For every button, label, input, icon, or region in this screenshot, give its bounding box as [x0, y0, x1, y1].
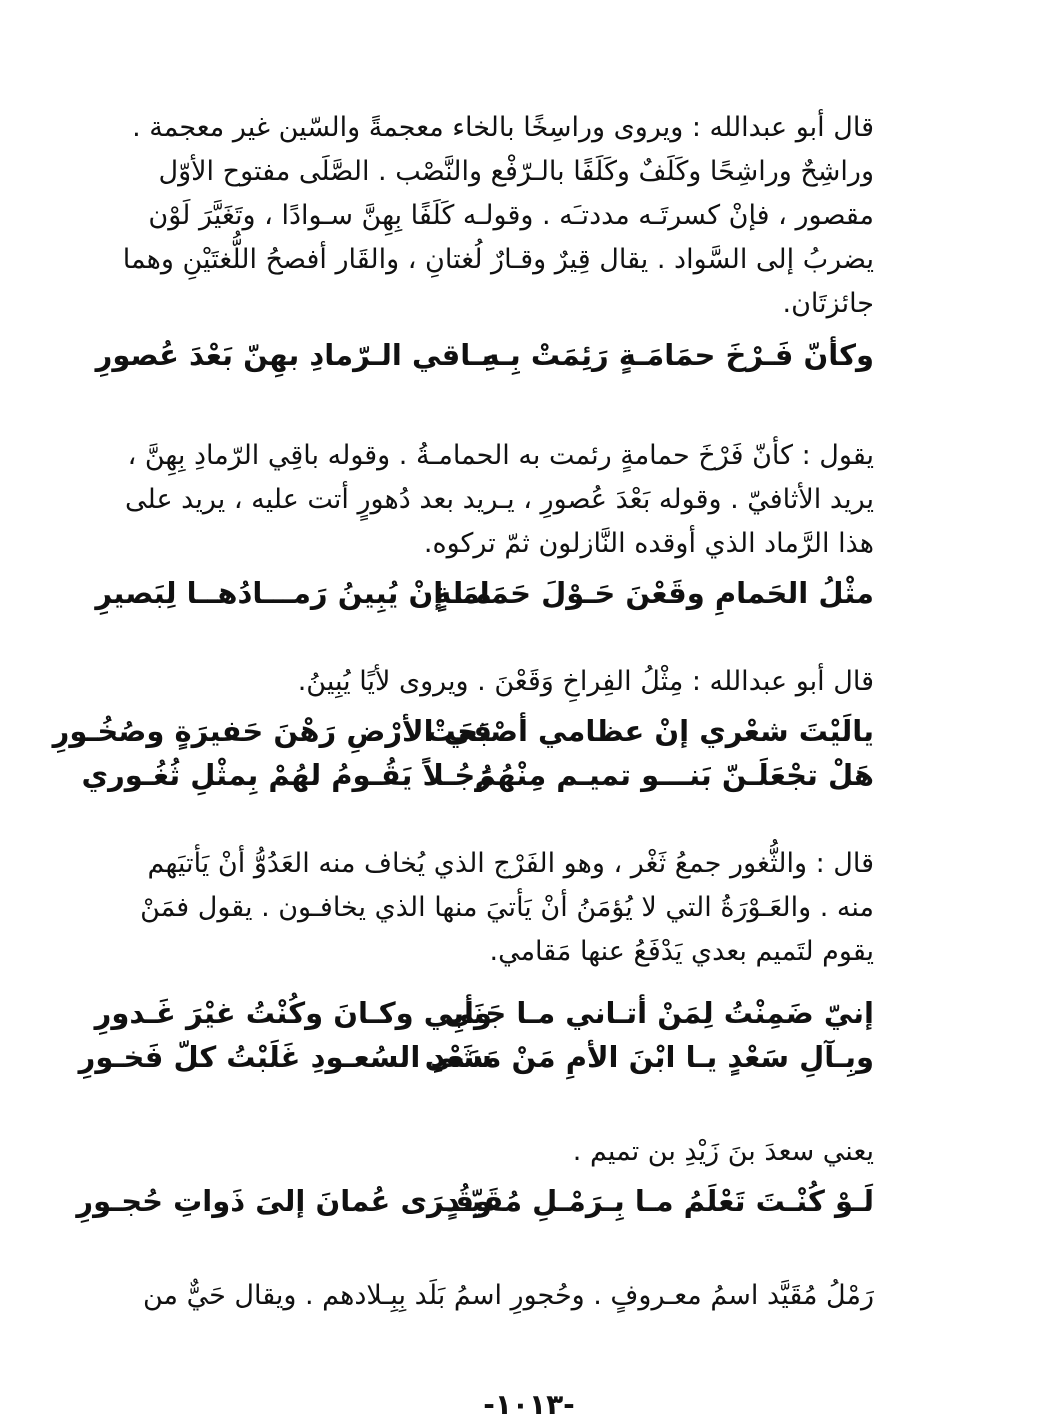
verse-second-hemistich: سَعْدِ السُعـودِ غَلَبْتُ كلّ فَخـورِ: [78, 1040, 492, 1074]
text-line: قال : والثُّغور جمعُ ثَغْر ، وهو الفَرْج الذي يُخاف منه العَدُوُّ أنْ يَأتيَهم: [147, 848, 874, 879]
text-line: يقول : كأنّ فَرْخَ حمامةٍ رئمت به الحمامـةُ . وقوله باقِي الرّمادِ بِهِنَّ ،: [127, 440, 874, 471]
text-line: مقصور ، فإنْ كسرتَـه مددتـَه . وقولـه كَلَفًا بِهِنَّ سـوادًا ، وتَغَيَّرَ لَوْن: [148, 200, 874, 231]
verse-second-hemistich: رَجُـلاً يَقُـومُ لهُمْ بِمثْلِ ثُغُـوري: [81, 758, 492, 792]
verse-first-hemistich: يالَيْتَ شعْري إنْ عظامي أصْبَحَتْ: [426, 714, 874, 748]
poem-verse-6: [78, 1034, 874, 1080]
text-line: يعني سعدَ بنَ زَيْدِ بن تميم .: [572, 1136, 874, 1167]
verse-second-hemistich: مـا إنْ يُبِينُ رَمـــادُهــا لِبَصيرِ: [95, 576, 492, 610]
page-number: -١٠١٣-: [483, 1388, 575, 1421]
text-line: هذا الرَّماد الذي أوقده النَّازلون ثمّ تركوه.: [423, 528, 874, 559]
text-line: منه . والعَـوْرَةُ التي لا يُؤمَنُ أنْ يَأتيَ منها الذي يخافـون . يقول فمَنْ: [140, 892, 874, 923]
text-line: يضربُ إلى السَّواد . يقال قِيرٌ وقـارٌ لُغتانِ ، والقَار أفصحُ اللُّغتَيْنِ وهما: [122, 244, 874, 275]
verse-first-hemistich: وبِـآلِ سَعْدٍ يـا ابْنَ الأمِ مَنْ مَشَى: [424, 1040, 874, 1074]
verse-second-hemistich: وقُـرَى عُمانَ إلىَ ذَواتِ حُجـورِ: [76, 1184, 492, 1218]
poem-verse-2: [95, 570, 874, 616]
poem-verse-1: [95, 332, 874, 378]
verse-first-hemistich: مثْلُ الحَمامِ وقَعْنَ حَـوْلَ حَمَامَـةٍ: [434, 576, 874, 610]
poem-verse-5: [94, 990, 874, 1036]
poem-verse-4: [81, 752, 874, 798]
verse-first-hemistich: وكأنّ فَـرْخَ حمَامَـةٍ رَئِمَتْ بِـهِ: [482, 338, 874, 372]
commentary-paragraph-2: [125, 434, 874, 566]
verse-second-hemistich: وأبِي وكـانَ وكُنْتُ غيْرَ غَـدورِ: [94, 996, 492, 1030]
commentary-paragraph-5: [132, 1130, 874, 1174]
commentary-paragraph-1: [122, 106, 874, 326]
text-line: رَمْلُ مُقَيَّد اسمُ معـروفٍ . وحُجورِ اسمُ بَلَد بِبِـلادهم . ويقال حَيٌّ من: [142, 1280, 874, 1311]
text-line: قال أبو عبدالله : ويروى وراسِخًا بالخاء معجمةً والسّين غير معجمة .: [132, 112, 874, 143]
text-line: يقوم لتَميم بعدي يَدْفَعُ عنها مَقامي.: [489, 936, 874, 967]
text-line: وراشِحٌ وراشِحًا وكَلَفٌ وكَلَفًا بالـرّفْع والنَّصْب . الصَّلَى مفتوح الأوّل: [158, 156, 874, 187]
commentary-paragraph-4: [132, 842, 874, 974]
text-line: جائزتَان.: [782, 288, 874, 319]
commentary-paragraph-3: [132, 660, 874, 704]
poem-verse-3: [52, 708, 874, 754]
verse-second-hemistich: بـاقي الـرّمادِ بهِنّ بَعْدَ عُصورِ: [95, 338, 492, 372]
text-line: يريد الأثافيّ . وقوله بَعْدَ عُصورِ ، يـريد بعد دُهورٍ أتت عليه ، يريد على: [125, 484, 874, 515]
verse-second-hemistich: في الأرْضِ رَهْنَ حَفيرَةٍ وصُخُـورِ: [52, 714, 492, 748]
commentary-paragraph-6: [132, 1274, 874, 1318]
verse-first-hemistich: لَـوْ كُنْـتَ تَعْلَمُ مـا بِـرَمْـلِ مُقَيّـدٍ: [444, 1184, 874, 1218]
verse-first-hemistich: إنيّ ضَمِنْتُ لِمَنْ أتـاني مـا جَنَى: [444, 996, 874, 1030]
text-line: قال أبو عبدالله : مِثْلُ الفِراخِ وَقَعْنَ . ويروى لأيًا يُبِينُ.: [297, 666, 874, 697]
verse-first-hemistich: هَلْ تجْعَلَـنّ بَنـــو تميـم مِنْهُمُ: [474, 758, 874, 792]
poem-verse-7: [76, 1178, 874, 1224]
